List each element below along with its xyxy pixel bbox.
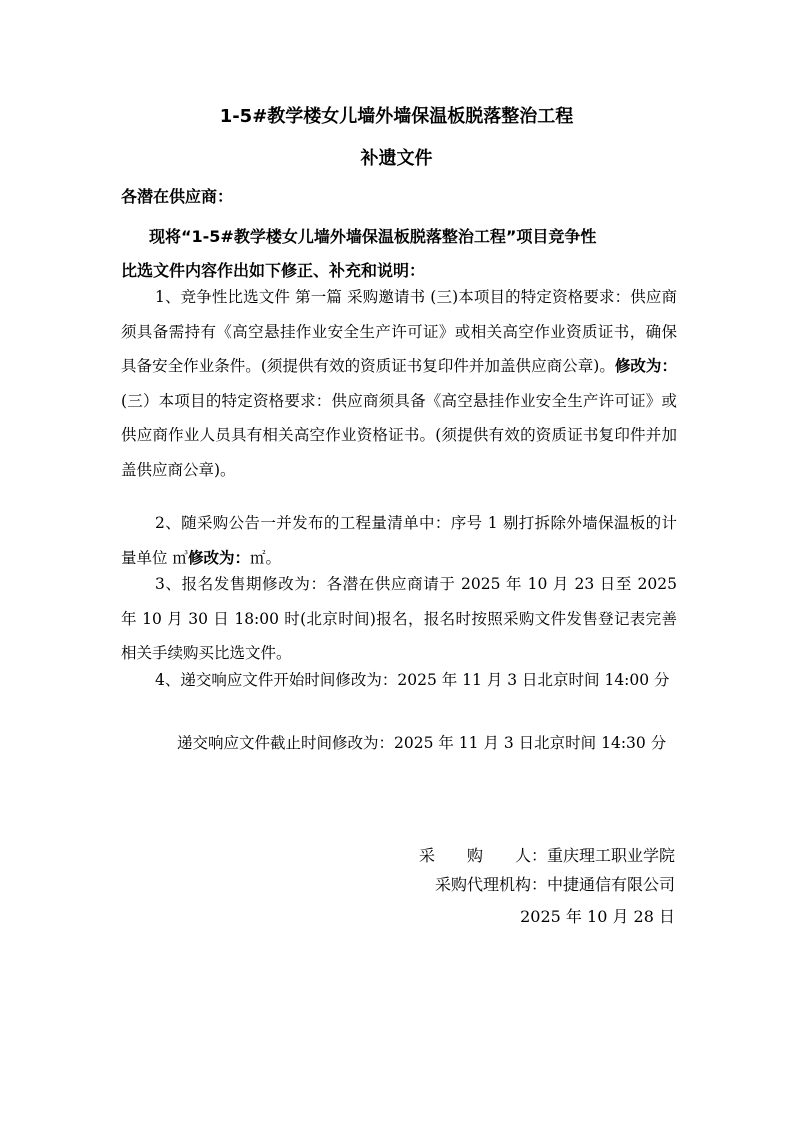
item-1-modify-label: 修改为： (614, 357, 677, 376)
item-2-paragraph (121, 506, 677, 575)
purchaser-line (419, 844, 675, 868)
item-3-paragraph: 3、报名发售期修改为：各潜在供应商请于 2025 年 10 月 23 日至 2025 年 10 月 30 日 18:00 时(北京时间)报名，报名时按照采购文件发售登记表完善相关手续购买比选文件。 (121, 575, 677, 663)
item-1-before: 1、竞争性比选文件 第一篇 采购邀请书 (三)本项目的特定资格要求：供应商须具备需持有《高空悬挂作业安全生产许可证》或相关高空作业资质证书，确保具备安全作业条件。(须提供有效的资质证书复印件并加盖供应商公章)。 (121, 288, 677, 376)
document-subtitle: 补遗文件 (360, 148, 433, 169)
item-2-modify-label: 修改为： (187, 548, 250, 567)
document-date: 2025 年 10 月 28 日 (520, 907, 675, 926)
intro-line-1: 现将“1-5#教学楼女儿墙外墙保温板脱落整治工程”项目竞争性 (149, 227, 597, 246)
agency-line (435, 873, 675, 897)
intro-paragraph (121, 220, 681, 288)
agency-name: 中捷通信有限公司 (546, 875, 675, 894)
item-2-before: 2、随采购公告一并发布的工程量清单中：序号 1 剔打拆除外墙保温板的计量单位 ㎥ (121, 514, 677, 567)
purchaser-name: 重庆理工职业学院 (546, 846, 675, 865)
salutation: 各潜在供应商： (121, 187, 234, 206)
item-4-paragraph: 4、递交响应文件开始时间修改为：2025 年 11 月 3 日北京时间 14:00 分 (155, 671, 670, 689)
item-1-paragraph (121, 280, 677, 488)
document-title: 1-5#教学楼女儿墙外墙保温板脱落整治工程 (219, 106, 574, 127)
item-2-after: ㎡。 (249, 548, 281, 567)
agency-label: 采购代理机构： (434, 875, 547, 894)
intro-line-2: 比选文件内容作出如下修正、补充和说明： (121, 261, 426, 280)
item-1-after: (三）本项目的特定资格要求：供应商须具备《高空悬挂作业安全生产许可证》或供应商作业人员具有相关高空作业资格证书。(须提供有效的资质证书复印件并加盖供应商公章)。 (121, 391, 677, 479)
purchaser-label: 采 购 人： (418, 846, 547, 865)
item-5-paragraph: 递交响应文件截止时间修改为：2025 年 11 月 3 日北京时间 14:30 分 (177, 734, 667, 752)
